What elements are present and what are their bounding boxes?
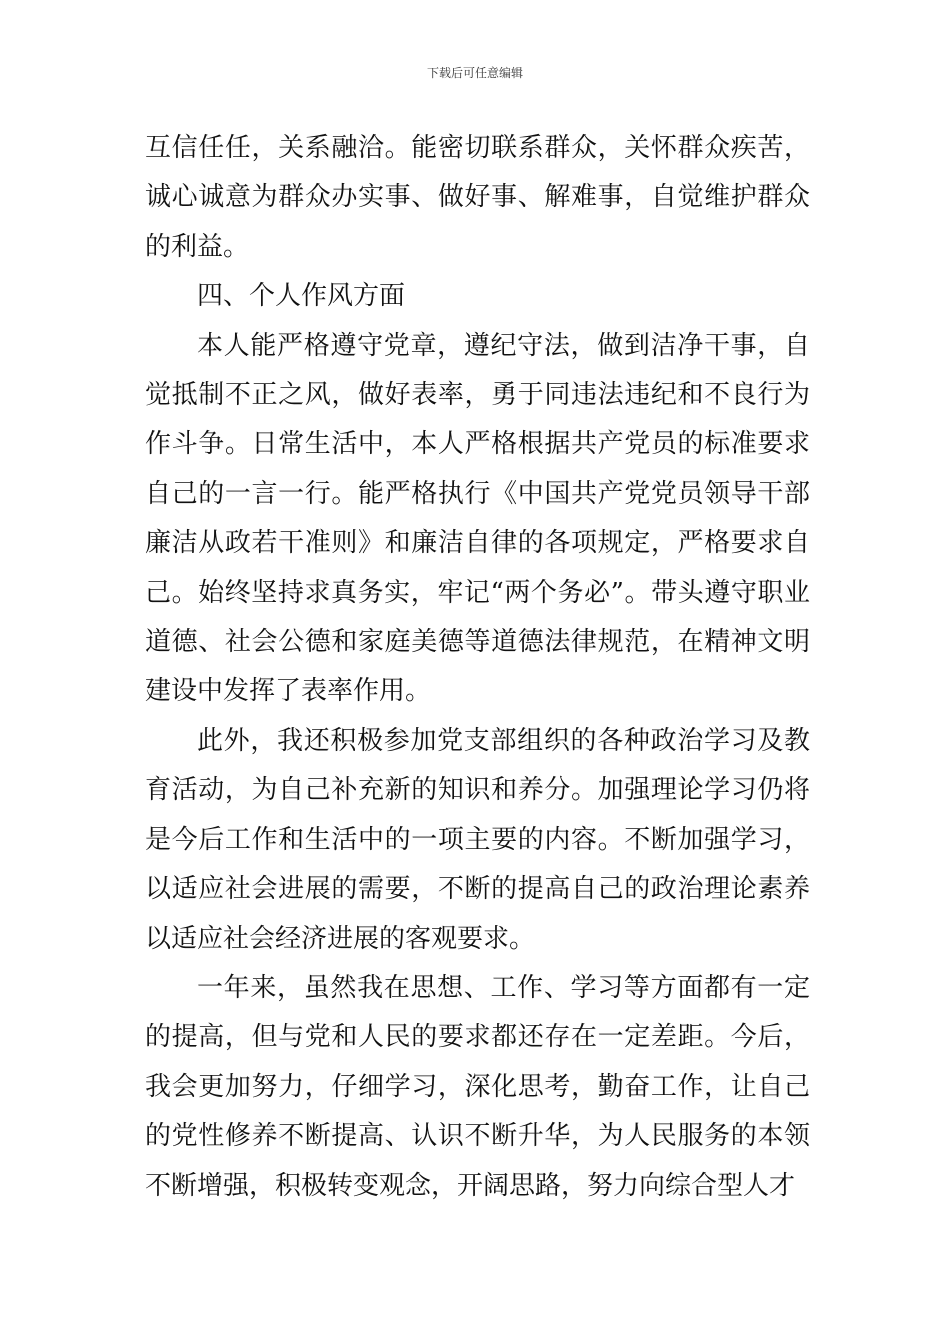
paragraph-continued: 互信任任，关系融洽。能密切联系群众，关怀群众疾苦，诚心诚意为群众办实事、做好事、解难事，自觉维护群众的利益。 [145,133,810,262]
section-heading: 四、个人作风方面 [197,281,406,312]
paragraph: 本人能严格遵守党章，遵纪守法，做到洁净干事，自觉抵制不正之风，做好表率，勇于同违法违纪和不良行为作斗争。日常生活中，本人严格根据共产党员的标准要求自己的一言一行。能严格执行《中国共产党党员领导干部廉洁从政若干准则》和廉洁自律的各项规定，严格要求自己。始终坚持求真务实，牢记“两个务必”。带头遵守职业道德、社会公德和家庭美德等道德法律规范，在精神文明建设中发挥了表率作用。 [145,330,810,707]
page-header: 下载后可任意编辑 [426,66,523,80]
document-body [145,124,810,1211]
paragraph: 此外，我还积极参加党支部组织的各种政治学习及教育活动，为自己补充新的知识和养分。加强理论学习仍将是今后工作和生活中的一项主要的内容。不断加强学习，以适应社会进展的需要，不断的提高自己的政治理论素养以适应社会经济进展的客观要求。 [145,725,810,954]
paragraph: 一年来，虽然我在思想、工作、学习等方面都有一定的提高，但与党和人民的要求都还存在一定差距。今后，我会更加努力，仔细学习，深化思考，勤奋工作，让自己的党性修养不断提高、认识不断升华，为人民服务的本领不断增强，积极转变观念，开阔思路，努力向综合型人才 [145,972,810,1201]
